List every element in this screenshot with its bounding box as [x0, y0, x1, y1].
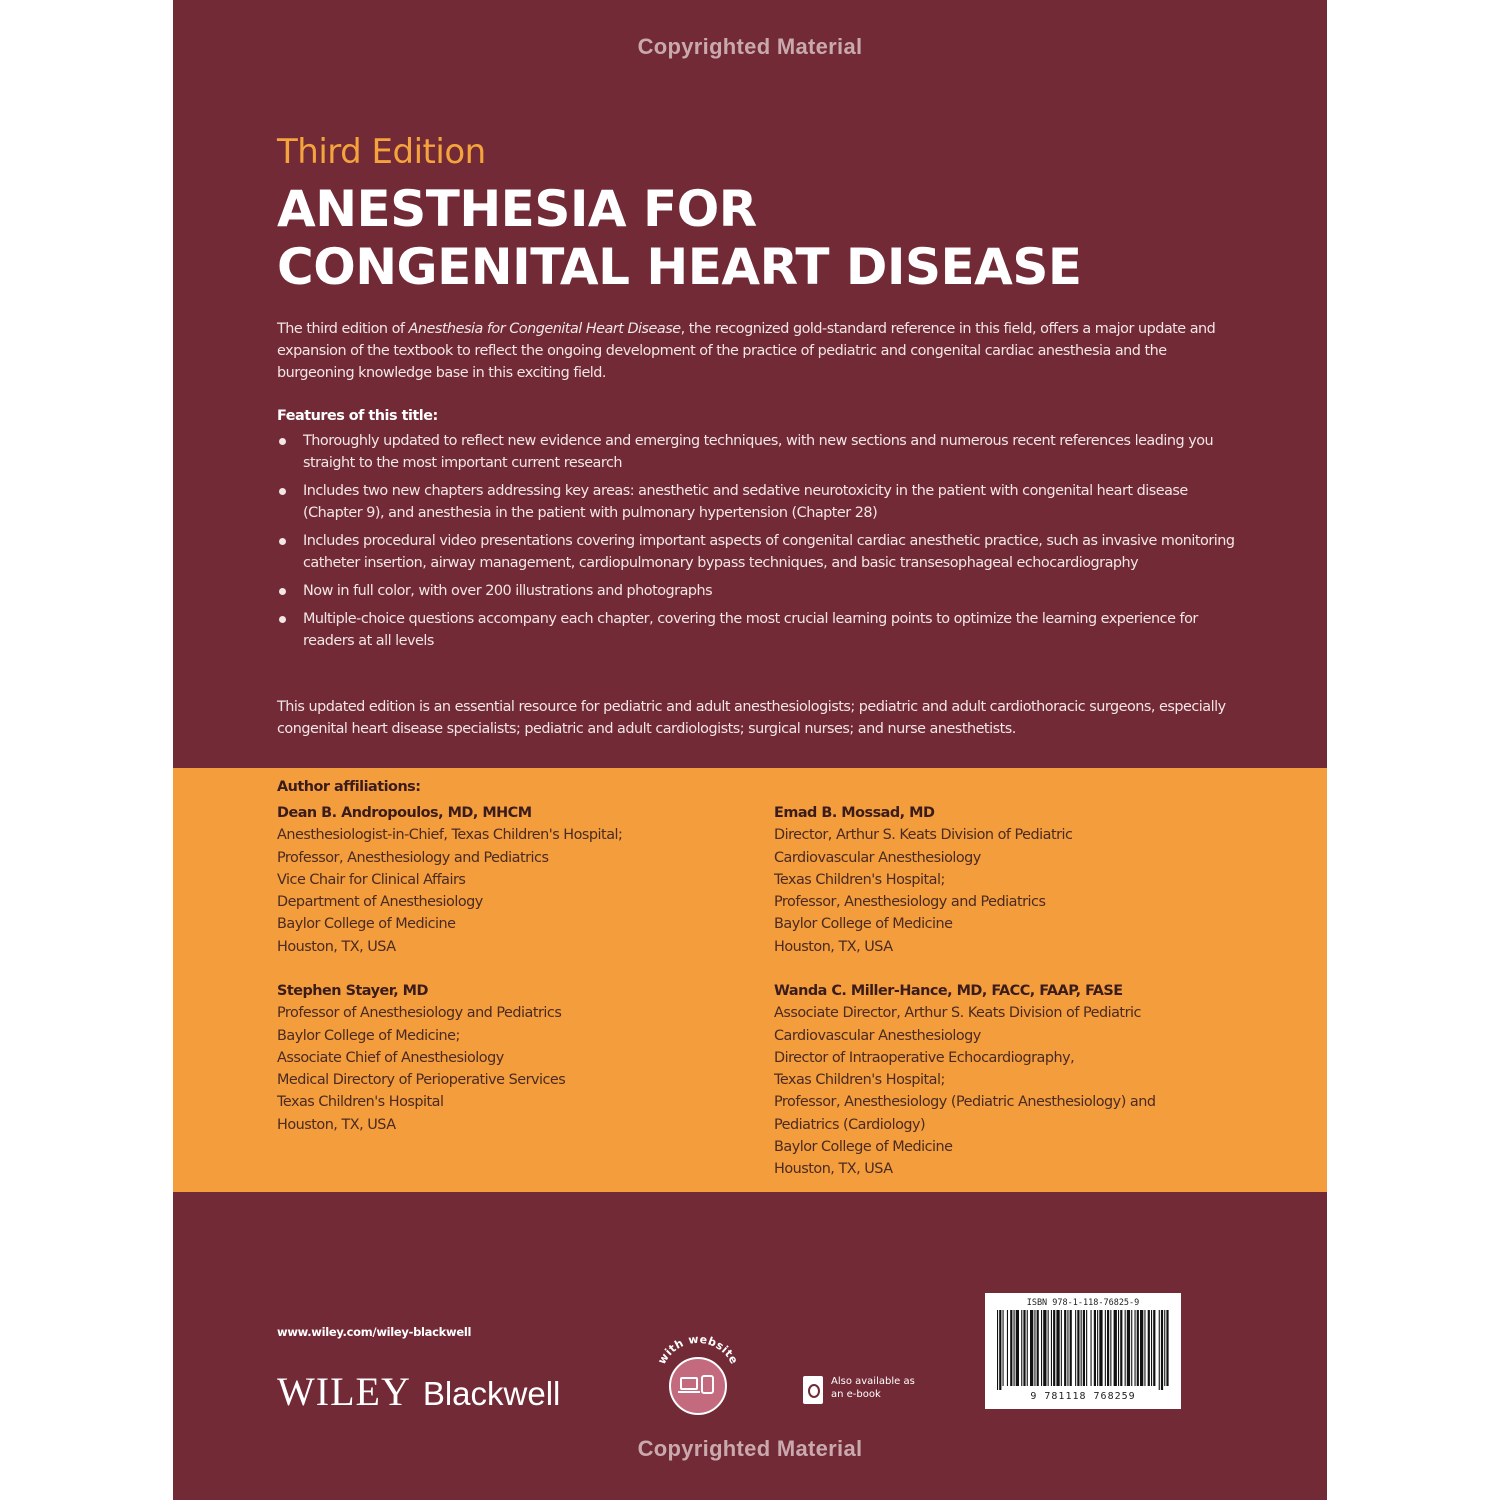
feature-item — [277, 580, 1237, 602]
author-line: Professor, Anesthesiology and Pediatrics — [774, 894, 1046, 911]
affiliations-heading: Author affiliations: — [277, 779, 421, 795]
author-line: Professor, Anesthesiology and Pediatrics — [277, 849, 549, 866]
feature-text: Now in full color, with over 200 illustrations and photographs — [303, 583, 713, 599]
author-line: Texas Children's Hospital; — [774, 1072, 945, 1089]
bullet-icon — [279, 616, 286, 623]
feature-item — [277, 430, 1237, 474]
barcode-icon — [995, 1310, 1171, 1390]
with-website-badge-icon — [643, 1328, 753, 1428]
logo-blackwell: Blackwell — [422, 1375, 561, 1412]
author-line: Associate Director, Arthur S. Keats Division of Pediatric — [774, 1005, 1141, 1022]
isbn-label: ISBN 978-1-118-76825-9 — [1026, 1298, 1140, 1308]
feature-item — [277, 480, 1237, 524]
bullet-icon — [279, 438, 286, 445]
author-line: Pediatrics (Cardiology) — [774, 1116, 926, 1133]
bullet-icon — [279, 488, 286, 495]
bullet-icon — [279, 538, 286, 545]
author-block-stayer — [277, 980, 565, 1136]
intro-title-italic: Anesthesia for Congenital Heart Disease — [408, 321, 681, 337]
author-line: Texas Children's Hospital; — [774, 871, 945, 888]
author-line: Department of Anesthesiology — [277, 894, 483, 911]
author-line: Baylor College of Medicine — [774, 916, 953, 933]
website-badge-text: with website — [655, 1332, 741, 1367]
feature-text: Multiple-choice questions accompany each chapter, covering the most crucial learning points to optimize the learning experience for readers at all levels — [303, 611, 1198, 649]
author-line: Baylor College of Medicine; — [277, 1027, 460, 1044]
author-name: Wanda C. Miller-Hance, MD, FACC, FAAP, FASE — [774, 983, 1123, 999]
author-block-andropoulos — [277, 802, 622, 958]
author-line: Associate Chief of Anesthesiology — [277, 1049, 504, 1066]
isbn-barcode — [985, 1293, 1181, 1409]
book-back-cover — [173, 0, 1327, 1500]
author-line: Baylor College of Medicine — [277, 916, 456, 933]
author-line: Houston, TX, USA — [774, 1161, 893, 1178]
intro-paragraph — [277, 318, 1227, 384]
author-name: Emad B. Mossad, MD — [774, 805, 935, 821]
author-name: Dean B. Andropoulos, MD, MHCM — [277, 805, 532, 821]
feature-text: Thoroughly updated to reflect new evidence and emerging techniques, with new sections and numerous recent references leading you straight to the most important current research — [303, 433, 1214, 471]
feature-item — [277, 608, 1237, 652]
ebook-note: Also available as an e-book — [831, 1376, 915, 1400]
author-line: Director of Intraoperative Echocardiography, — [774, 1049, 1075, 1066]
wiley-blackwell-logo — [277, 1368, 560, 1415]
author-block-miller-hance — [774, 980, 1155, 1181]
features-heading: Features of this title: — [277, 408, 438, 424]
copyright-watermark-top: Copyrighted Material — [637, 34, 863, 59]
ebook-availability — [803, 1374, 923, 1414]
author-line: Medical Directory of Perioperative Services — [277, 1072, 566, 1089]
audience-paragraph: This updated edition is an essential resource for pediatric and adult anesthesiologists; pediatric and adult cardiothoracic surgeons, especially congenital heart disease specialists; pediatric and adult cardiologists; surgical nurses; and nurse anesthetists. — [277, 699, 1226, 737]
author-line: Texas Children's Hospital — [277, 1094, 444, 1111]
feature-item — [277, 530, 1237, 574]
feature-text: Includes procedural video presentations covering important aspects of congenital cardiac anesthetic practice, such as invasive monitoring catheter insertion, airway management, cardiopulmonary bypass techniques, and basic transesophageal echocardiography — [303, 533, 1235, 571]
author-line: Professor of Anesthesiology and Pediatrics — [277, 1005, 562, 1022]
author-line: Houston, TX, USA — [277, 938, 396, 955]
author-line: Anesthesiologist-in-Chief, Texas Children's Hospital; — [277, 827, 623, 844]
author-line: Houston, TX, USA — [774, 938, 893, 955]
edition-label: Third Edition — [277, 132, 486, 172]
intro-rest: , the recognized gold-standard reference in this field, offers a major update and expansion of the textbook to reflect the ongoing development of the practice of pediatric and congenital cardiac anesthesia and the burgeoning knowledge base in this exciting field. — [277, 321, 1216, 381]
intro-lead: The third edition of — [277, 321, 409, 337]
author-line: Cardiovascular Anesthesiology — [774, 849, 981, 866]
author-block-mossad — [774, 802, 1072, 958]
author-line: Baylor College of Medicine — [774, 1139, 953, 1156]
barcode-digits: 9 781118 768259 — [1030, 1391, 1136, 1402]
logo-wiley: WILEY — [277, 1369, 411, 1414]
ebook-icon — [803, 1376, 823, 1404]
book-title-line-1: ANESTHESIA FOR — [277, 180, 757, 238]
book-title — [277, 180, 1081, 296]
author-line: Cardiovascular Anesthesiology — [774, 1027, 981, 1044]
copyright-watermark-bottom: Copyrighted Material — [637, 1436, 863, 1461]
book-title-line-2: CONGENITAL HEART DISEASE — [277, 238, 1082, 296]
publisher-url: www.wiley.com/wiley-blackwell — [277, 1325, 472, 1339]
author-line: Vice Chair for Clinical Affairs — [277, 871, 466, 888]
feature-text: Includes two new chapters addressing key areas: anesthetic and sedative neurotoxicity in the patient with congenital heart disease (Chapter 9), and anesthesia in the patient with pulmonary hypertension (Chapter 28) — [303, 483, 1188, 521]
bullet-icon — [279, 588, 286, 595]
author-line: Professor, Anesthesiology (Pediatric Anesthesiology) and — [774, 1094, 1156, 1111]
features-list — [277, 430, 1237, 658]
author-name: Stephen Stayer, MD — [277, 983, 428, 999]
author-line: Houston, TX, USA — [277, 1116, 396, 1133]
author-line: Director, Arthur S. Keats Division of Pediatric — [774, 827, 1073, 844]
